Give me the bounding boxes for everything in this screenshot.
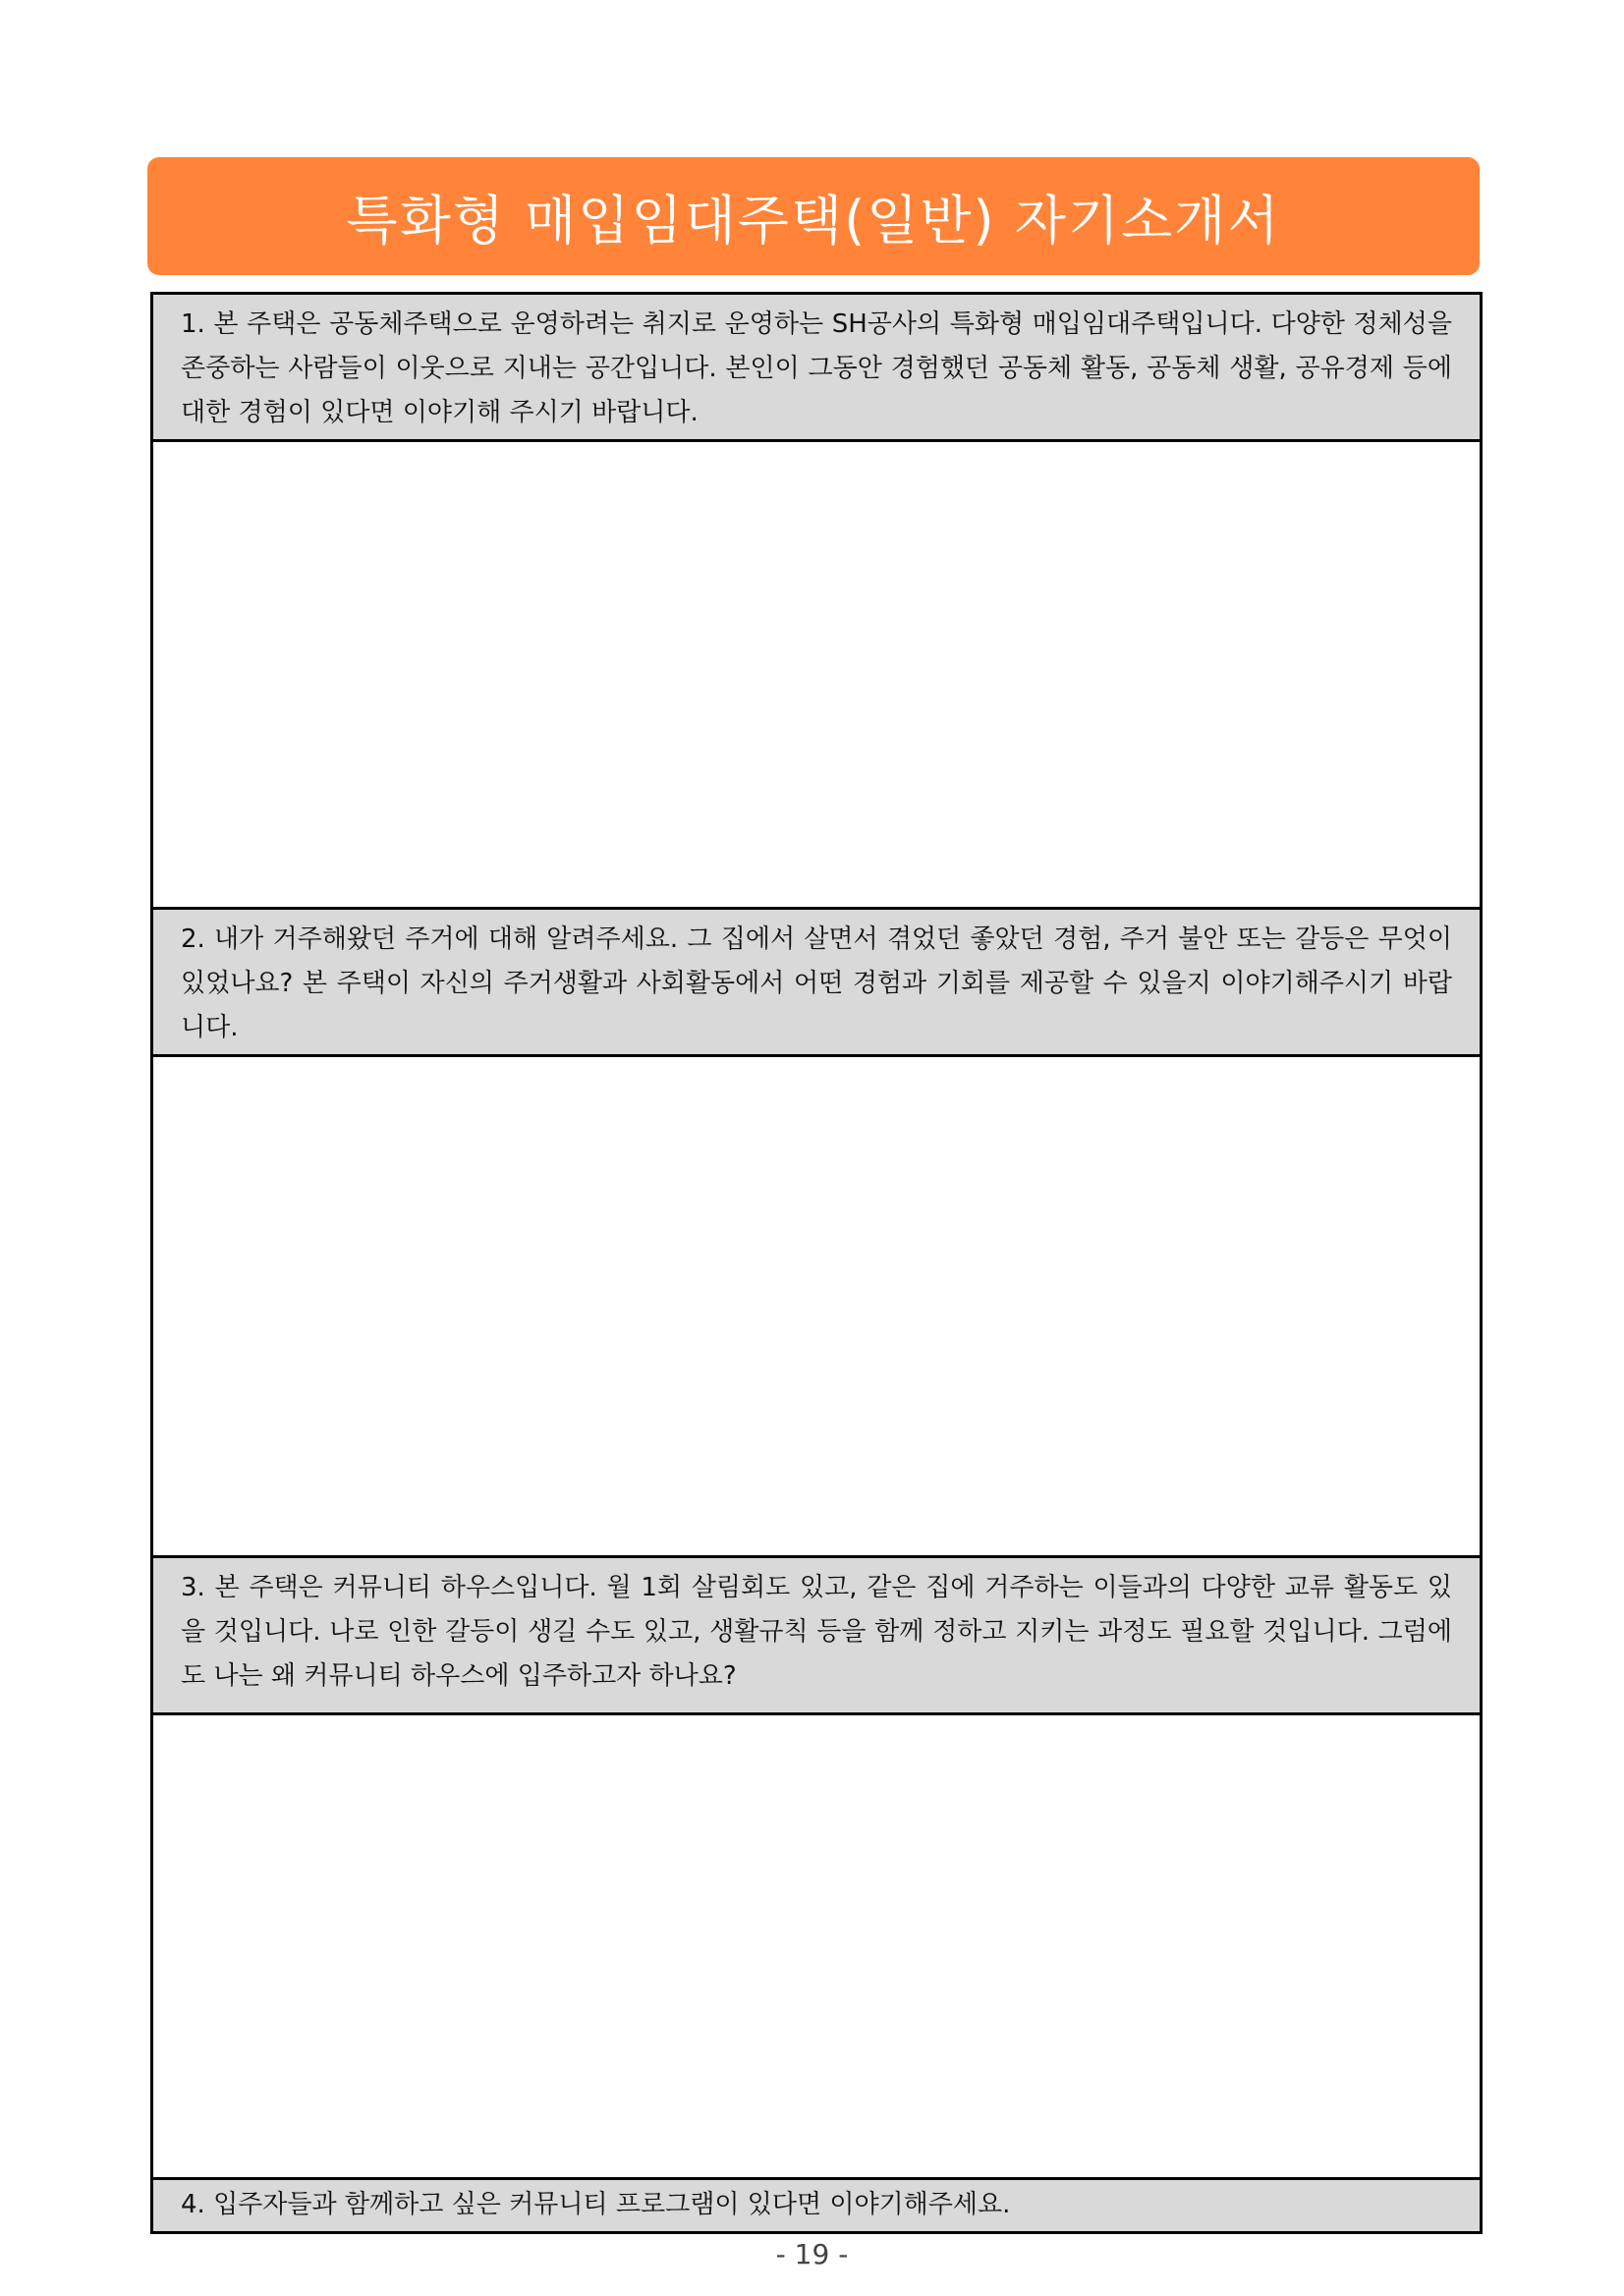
title-banner [147,157,1480,275]
answer-3-field[interactable] [153,1715,1480,2180]
question-2: 2. 내가 거주해왔던 주거에 대해 알려주세요. 그 집에서 살면서 겪었던 좋았던 경험, 주거 불안 또는 갈등은 무엇이 있었나요? 본 주택이 자신의 주거생활과 사회활동에서 어떤 경험과 기회를 제공할 수 있을지 이야기해주시기 바랍니다. [153,910,1480,1057]
question-1: 1. 본 주택은 공동체주택으로 운영하려는 취지로 운영하는 SH공사의 특화형 매입임대주택입니다. 다양한 정체성을 존중하는 사람들이 이웃으로 지내는 공간입니다. 본인이 그동안 경험했던 공동체 활동, 공동체 생활, 공유경제 등에 대한 경험이 있다면 이야기해 주시기 바랍니다. [153,295,1480,442]
answer-1-field[interactable] [153,442,1480,910]
page-title: 특화형 매입임대주택(일반) 자기소개서 [346,189,1281,252]
self-introduction-form [150,292,1483,2234]
answer-2-field[interactable] [153,1057,1480,1558]
page-number: - 19 - [775,2238,849,2270]
question-4: 4. 입주자들과 함께하고 싶은 커뮤니티 프로그램이 있다면 이야기해주세요. [153,2180,1480,2231]
question-3: 3. 본 주택은 커뮤니티 하우스입니다. 월 1회 살림회도 있고, 같은 집에 거주하는 이들과의 다양한 교류 활동도 있을 것입니다. 나로 인한 갈등이 생길 수도 있고, 생활규칙 등을 함께 정하고 지키는 과정도 필요할 것입니다. 그럼에도 나는 왜 커뮤니티 하우스에 입주하고자 하나요? [153,1558,1480,1715]
